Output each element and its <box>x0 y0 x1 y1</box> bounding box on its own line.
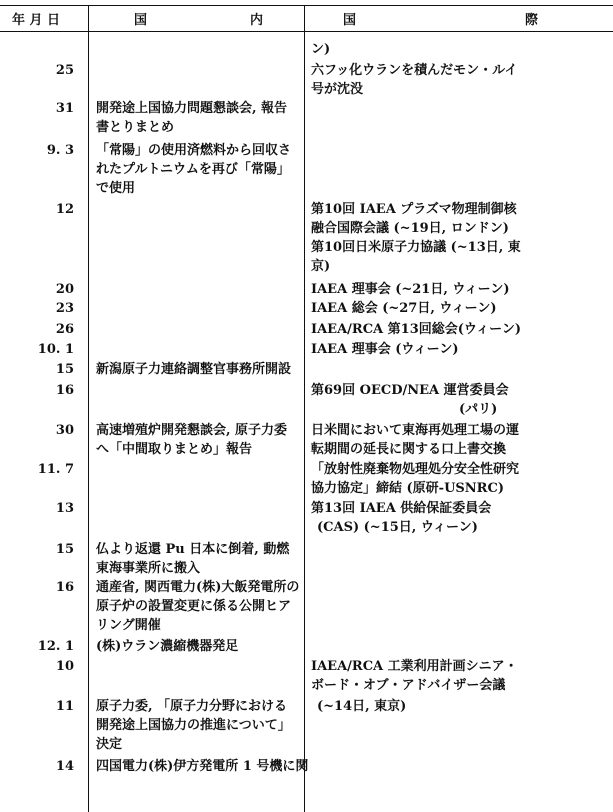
header-domestic-right: 内 <box>250 13 264 28</box>
international-line: 京) <box>311 259 331 274</box>
international-line: IAEA 理事会 (~21日, ウィーン) <box>311 282 510 297</box>
domestic-line: 新潟原子力連絡調整官事務所開設 <box>96 362 292 377</box>
row-date: 15 <box>55 542 74 557</box>
row-domestic-event <box>96 141 291 198</box>
international-line: (パリ) <box>459 402 498 417</box>
row-date: 20 <box>55 282 74 297</box>
header-domestic-left: 国 <box>134 13 148 28</box>
domestic-line: 開発途上国協力問題懇談会, 報告 <box>96 101 288 116</box>
international-line: 第10回 IAEA プラズマ物理制御核 <box>311 202 517 217</box>
international-line: 「放射性廃棄物処理処分安全性研究 <box>311 462 520 477</box>
international-line: IAEA/RCA 工業利用計画シニア・ <box>311 659 518 674</box>
column-divider-domestic <box>304 5 305 812</box>
row-date: 31 <box>55 101 74 116</box>
domestic-line: 高速増殖炉開発懇談会, 原子力委 <box>96 423 288 438</box>
header-date: 年 月 日 <box>12 13 61 28</box>
international-line: 第13回 IAEA 供給保証委員会 <box>311 501 492 516</box>
domestic-line: 書とりまとめ <box>96 120 175 135</box>
row-international-event <box>311 697 406 716</box>
domestic-line: 原子力委, 「原子力分野における <box>96 699 288 714</box>
international-line: (~14日, 東京) <box>317 699 407 714</box>
row-international-event <box>311 657 518 695</box>
header-bottom-border <box>0 31 613 32</box>
international-line: 融合国際会議 (~19日, ロンドン) <box>311 221 509 236</box>
domestic-line: 仏より返還 Pu 日本に倒着, 動燃 <box>96 542 290 557</box>
row-date: 9. 3 <box>46 143 74 158</box>
international-line: (CAS) (~15日, ウィーン) <box>317 520 478 535</box>
table-header <box>0 6 613 28</box>
row-international-event <box>311 299 497 318</box>
international-line: IAEA/RCA 第13回総会(ウィーン) <box>311 322 522 337</box>
domestic-line: 決定 <box>96 737 123 752</box>
row-date: 13 <box>55 501 74 516</box>
international-line: IAEA 理事会 (ウィーン) <box>311 342 459 357</box>
international-line: 転期間の延長に関する口上書交換 <box>311 442 507 457</box>
domestic-line: 通産省, 関西電力(株)大飯発電所の <box>96 580 300 595</box>
row-international-event <box>311 381 509 419</box>
row-date: 16 <box>55 383 74 398</box>
row-date: 14 <box>55 759 74 774</box>
row-domestic-event <box>96 99 287 137</box>
row-date: 12. 1 <box>37 639 74 654</box>
header-intl-left: 国 <box>343 13 357 28</box>
row-date: 11 <box>55 699 74 714</box>
international-line: ン) <box>311 42 331 57</box>
international-line: 第10回日米原子力協議 (~13日, 東 <box>311 240 521 255</box>
row-date: 11. 7 <box>37 462 74 477</box>
row-international-event <box>311 200 521 276</box>
row-international-event <box>311 460 519 498</box>
row-domestic-event <box>96 421 287 459</box>
row-domestic-event <box>96 697 291 754</box>
domestic-line: 四国電力(株)伊方発電所 1 号機に関 <box>96 759 309 774</box>
row-domestic-event <box>96 360 291 379</box>
domestic-line: れたプルトニウムを再び「常陽」 <box>96 162 290 177</box>
domestic-line: (株)ウラン濃縮機器発足 <box>96 639 239 654</box>
row-domestic-event <box>96 757 308 776</box>
international-line: 号が沈没 <box>311 82 364 97</box>
row-international-event <box>311 40 330 59</box>
domestic-line: で使用 <box>96 181 136 196</box>
row-date: 26 <box>55 322 74 337</box>
column-divider-date <box>88 5 89 812</box>
row-date: 10. 1 <box>37 342 74 357</box>
international-line: 第69回 OECD/NEA 運営委員会 <box>311 383 509 398</box>
international-line: 六フッ化ウランを積んだモン・ルイ <box>311 63 518 78</box>
international-line: ボード・オブ・アドバイザー会議 <box>311 678 506 693</box>
international-line: IAEA 総会 (~27日, ウィーン) <box>311 301 497 316</box>
row-date: 30 <box>55 423 74 438</box>
international-line: 協力協定」締結 (原研-USNRC) <box>311 481 504 496</box>
row-date: 16 <box>55 580 74 595</box>
international-line: 日米間において東海再処理工場の運 <box>311 423 520 438</box>
row-international-event <box>311 61 517 99</box>
domestic-line: へ「中間取りまとめ」報告 <box>96 442 253 457</box>
header-intl-right: 際 <box>525 13 539 28</box>
row-international-event <box>311 320 521 339</box>
domestic-line: 「常陽」の使用済燃料から回収さ <box>96 143 292 158</box>
domestic-line: 原子炉の設置変更に係る公開ヒア <box>96 599 292 614</box>
row-domestic-event <box>96 578 299 635</box>
row-date: 10 <box>55 659 74 674</box>
row-international-event <box>311 280 510 299</box>
row-date: 23 <box>55 301 74 316</box>
row-domestic-event <box>96 540 289 578</box>
row-domestic-event <box>96 637 238 656</box>
row-international-event <box>311 340 458 359</box>
row-date: 12 <box>55 202 74 217</box>
row-date: 15 <box>55 362 74 377</box>
row-international-event <box>311 499 491 537</box>
domestic-line: リング開催 <box>96 618 161 633</box>
domestic-line: 開発途上国協力の推進について」 <box>96 718 291 733</box>
domestic-line: 東海事業所に搬入 <box>96 561 201 576</box>
row-international-event <box>311 421 519 459</box>
row-date: 25 <box>55 63 74 78</box>
